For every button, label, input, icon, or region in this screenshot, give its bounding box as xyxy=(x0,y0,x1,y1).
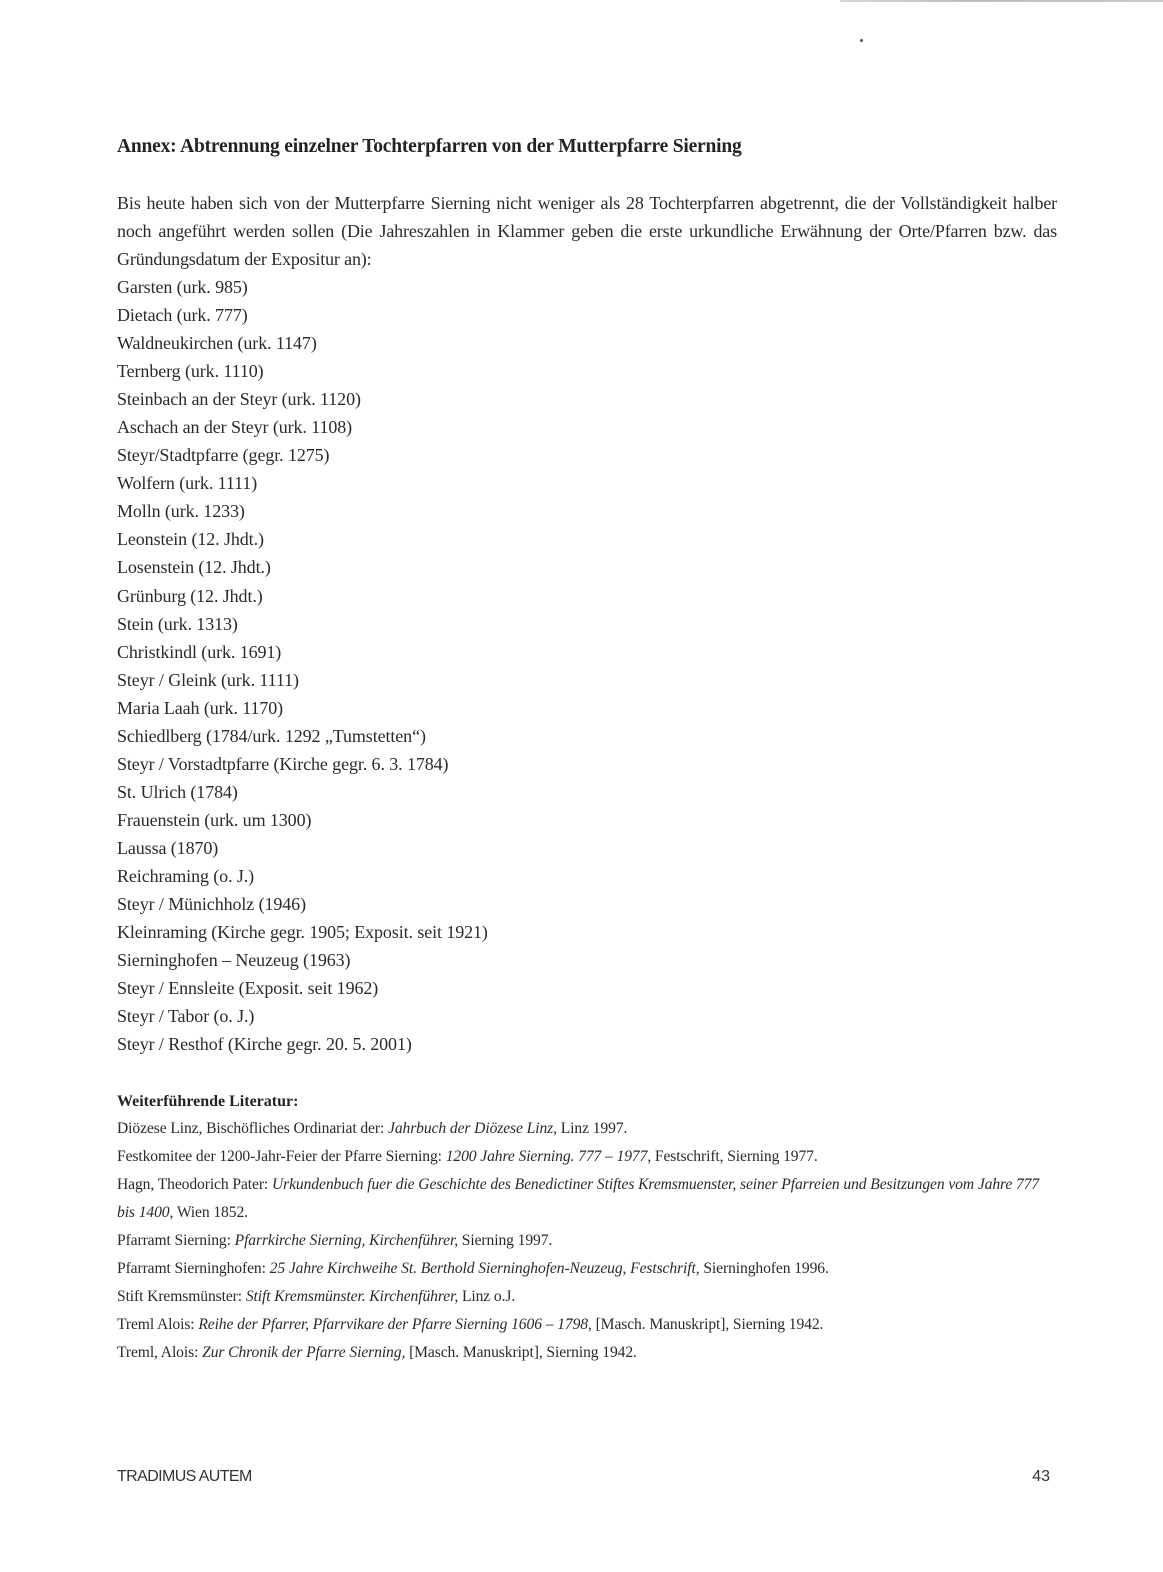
parish-item: Aschach an der Steyr (urk. 1108) xyxy=(117,417,353,438)
literature-title: 25 Jahre Kirchweihe St. Berthold Sierninghofen-Neuzeug, Festschrift, xyxy=(269,1260,700,1277)
literature-author: Treml Alois: xyxy=(117,1316,199,1333)
literature-heading: Weiterführende Literatur: xyxy=(117,1093,299,1110)
literature-publication: Linz o.J. xyxy=(458,1288,516,1305)
literature-title: Pfarrkirche Sierning, Kirchenführer, xyxy=(234,1232,458,1249)
parish-item: Steyr/Stadtpfarre (gegr. 1275) xyxy=(117,445,330,466)
literature-entry xyxy=(117,1255,1057,1283)
parish-item: Steyr / Tabor (o. J.) xyxy=(117,1006,255,1027)
literature-title: Urkundenbuch fuer die Geschichte des Benedictiner Stiftes Kremsmuenster, seiner Pfarreien und Besitzungen vom Jahre 777 bis 1400, xyxy=(117,1176,1040,1221)
parish-item: Ternberg (urk. 1110) xyxy=(117,361,264,382)
parish-item: Molln (urk. 1233) xyxy=(117,501,245,522)
literature-list xyxy=(117,1115,1057,1367)
literature-title: Stift Kremsmünster. Kirchenführer, xyxy=(245,1288,459,1305)
literature-author: Hagn, Theodorich Pater: xyxy=(117,1176,272,1193)
page-title: Annex: Abtrennung einzelner Tochterpfarren von der Mutterpfarre Sierning xyxy=(117,136,742,157)
literature-entry xyxy=(117,1143,1057,1171)
footer-publication-name: TRADIMUS AUTEM xyxy=(117,1468,252,1485)
literature-publication: Linz 1997. xyxy=(556,1120,628,1137)
parish-item: Laussa (1870) xyxy=(117,837,219,858)
literature-publication: [Masch. Manuskript], Sierning 1942. xyxy=(405,1344,637,1361)
literature-entry xyxy=(117,1283,1057,1311)
parish-item: Steyr / Vorstadtpfarre (Kirche gegr. 6. 3. 1784) xyxy=(117,753,449,774)
literature-title: 1200 Jahre Sierning. 777 – 1977 xyxy=(445,1148,648,1165)
literature-publication: [Masch. Manuskript], Sierning 1942. xyxy=(591,1316,824,1333)
parish-item: Garsten (urk. 985) xyxy=(117,277,248,297)
literature-title: Jahrbuch der Diözese Linz, xyxy=(388,1120,557,1137)
parish-item: Steyr / Ennsleite (Exposit. seit 1962) xyxy=(117,978,379,999)
literature-publication: , Festschrift, Sierning 1977. xyxy=(647,1148,818,1165)
literature-title: Zur Chronik der Pfarre Sierning, xyxy=(202,1344,406,1361)
literature-entry xyxy=(117,1171,1057,1227)
parish-item: Christkindl (urk. 1691) xyxy=(117,641,282,662)
scan-speck xyxy=(860,39,863,42)
parish-item: Losenstein (12. Jhdt.) xyxy=(117,557,271,578)
parish-item: Sierninghofen – Neuzeug (1963) xyxy=(117,950,351,971)
parish-item: Schiedlberg (1784/urk. 1292 „Tumstetten“) xyxy=(117,725,426,746)
parish-item: Reichraming (o. J.) xyxy=(117,865,255,886)
literature-entry xyxy=(117,1227,1057,1255)
literature-author: Festkomitee der 1200-Jahr-Feier der Pfarre Sierning: xyxy=(117,1148,446,1165)
literature-entry xyxy=(117,1115,1057,1143)
literature-author: Stift Kremsmünster: xyxy=(117,1288,246,1305)
literature-publication: Sierning 1997. xyxy=(458,1232,553,1249)
parish-item: Kleinraming (Kirche gegr. 1905; Exposit. seit 1921) xyxy=(117,922,488,943)
literature-publication: Wien 1852. xyxy=(173,1204,248,1221)
literature-author: Pfarramt Sierning: xyxy=(117,1232,235,1249)
parish-item: Steinbach an der Steyr (urk. 1120) xyxy=(117,389,361,410)
parish-item: Leonstein (12. Jhdt.) xyxy=(117,529,264,550)
footer-page-number: 43 xyxy=(1032,1468,1050,1485)
parish-item: Frauenstein (urk. um 1300) xyxy=(117,809,312,830)
parish-item: Waldneukirchen (urk. 1147) xyxy=(117,333,317,354)
parish-item: Dietach (urk. 777) xyxy=(117,305,248,326)
parish-item: St. Ulrich (1784) xyxy=(117,781,238,802)
literature-entry xyxy=(117,1311,1057,1339)
parish-item: Wolfern (urk. 1111) xyxy=(117,473,258,494)
parish-item: Steyr / Resthof (Kirche gegr. 20. 5. 2001) xyxy=(117,1034,412,1055)
literature-entry xyxy=(117,1339,1057,1367)
literature-author: Treml, Alois: xyxy=(117,1344,203,1361)
intro-paragraph: Bis heute haben sich von der Mutterpfarre Sierning nicht weniger als 28 Tochterpfarren abgetrennt, die der Vollständigkeit halber noch angeführt werden sollen (Die Jahreszahlen in Klammer geben die erste urkundliche Erwähnung der Orte/Pfarren bzw. das Gründungsdatum der Expositur an): xyxy=(117,193,1057,270)
literature-title: Reihe der Pfarrer, Pfarrvikare der Pfarre Sierning 1606 – 1798, xyxy=(198,1316,592,1333)
parish-item: Stein (urk. 1313) xyxy=(117,613,238,634)
scan-edge-rule xyxy=(840,0,1163,2)
parish-item: Grünburg (12. Jhdt.) xyxy=(117,585,263,606)
parish-item: Steyr / Gleink (urk. 1111) xyxy=(117,669,299,690)
literature-author: Diözese Linz, Bischöfliches Ordinariat der: xyxy=(117,1120,388,1137)
parish-item: Maria Laah (urk. 1170) xyxy=(117,697,284,718)
literature-author: Pfarramt Sierninghofen: xyxy=(117,1260,270,1277)
parish-list xyxy=(117,273,488,1058)
literature-publication: Sierninghofen 1996. xyxy=(699,1260,829,1277)
parish-item: Steyr / Münichholz (1946) xyxy=(117,894,306,915)
